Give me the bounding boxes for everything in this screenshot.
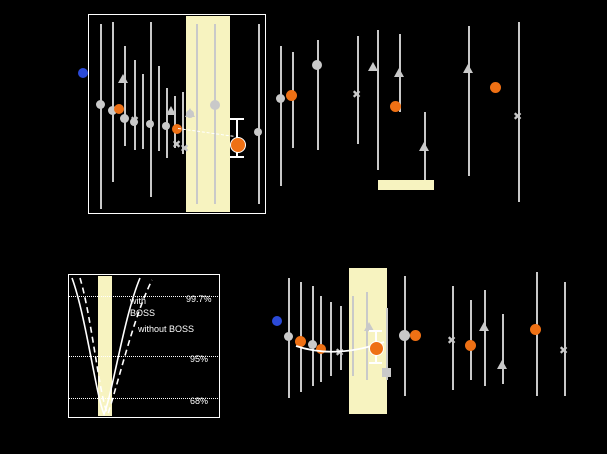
errorbar-cap-bottom (230, 156, 244, 158)
data-point-cross: ✖ (352, 89, 362, 101)
bottom-left-likelihood-panel (0, 256, 240, 454)
label-conf-997: 99.7% (186, 294, 212, 304)
data-point-triangle (497, 360, 507, 369)
data-point-triangle (479, 322, 489, 331)
data-point-triangle (118, 74, 128, 83)
errorbar-cap-top (230, 118, 244, 120)
right-highlight-bar (378, 180, 434, 190)
data-point-grey (146, 120, 154, 128)
errorbar (158, 66, 160, 151)
errorbar-cap-top (369, 330, 382, 332)
data-point-grey (312, 60, 322, 70)
errorbar (502, 314, 504, 384)
data-point-grey (162, 122, 170, 130)
data-point-triangle (463, 64, 473, 73)
data-point-cross: ✖ (335, 347, 345, 359)
label-without-boss: without BOSS (138, 324, 195, 334)
data-point-cross: ✖ (130, 115, 140, 127)
errorbar (484, 290, 486, 386)
label-with-boss-line1: with (130, 296, 147, 306)
errorbar (468, 26, 470, 176)
data-point-grey (96, 100, 105, 109)
data-point-grey (276, 94, 285, 103)
errorbar (564, 282, 566, 396)
errorbar (214, 24, 216, 204)
bottom-right-panel (256, 256, 607, 454)
errorbar (124, 46, 126, 146)
data-point-orange (390, 101, 401, 112)
data-point-orange (114, 104, 124, 114)
combined-data-point (230, 137, 246, 153)
data-point-triangle (166, 106, 176, 115)
data-point-orange (286, 90, 297, 101)
errorbar (280, 46, 282, 186)
data-point-triangle (394, 68, 404, 77)
data-point-triangle (185, 108, 195, 117)
data-point-grey (120, 114, 129, 123)
errorbar (150, 22, 152, 197)
errorbar (100, 24, 102, 209)
fit-line-solid (256, 256, 607, 454)
errorbar (112, 22, 114, 182)
data-point-triangle (368, 62, 378, 71)
label-conf-68: 68% (190, 396, 209, 406)
errorbar (142, 74, 144, 149)
data-point-triangle (419, 142, 429, 151)
errorbar (317, 40, 319, 150)
data-point-grey (210, 100, 220, 110)
data-point-cross: ✖ (172, 139, 182, 151)
data-point-cross: ✖ (559, 345, 569, 357)
errorbar (196, 24, 198, 204)
label-with-boss-line2: BOSS (130, 308, 156, 318)
label-conf-95: 95% (190, 354, 209, 364)
errorbar (258, 24, 260, 204)
data-point-orange (490, 82, 501, 93)
data-point-grey (254, 128, 262, 136)
data-point-cross: ✖ (180, 143, 190, 155)
errorbar (377, 30, 379, 170)
combined-data-point (369, 341, 384, 356)
data-point-orange (530, 324, 541, 335)
data-point-blue (78, 68, 88, 78)
data-point-orange (465, 340, 476, 351)
errorbar-cap-bottom (369, 362, 382, 364)
data-point-cross: ✖ (513, 111, 523, 123)
data-point-cross: ✖ (447, 335, 457, 347)
errorbar (134, 60, 136, 150)
